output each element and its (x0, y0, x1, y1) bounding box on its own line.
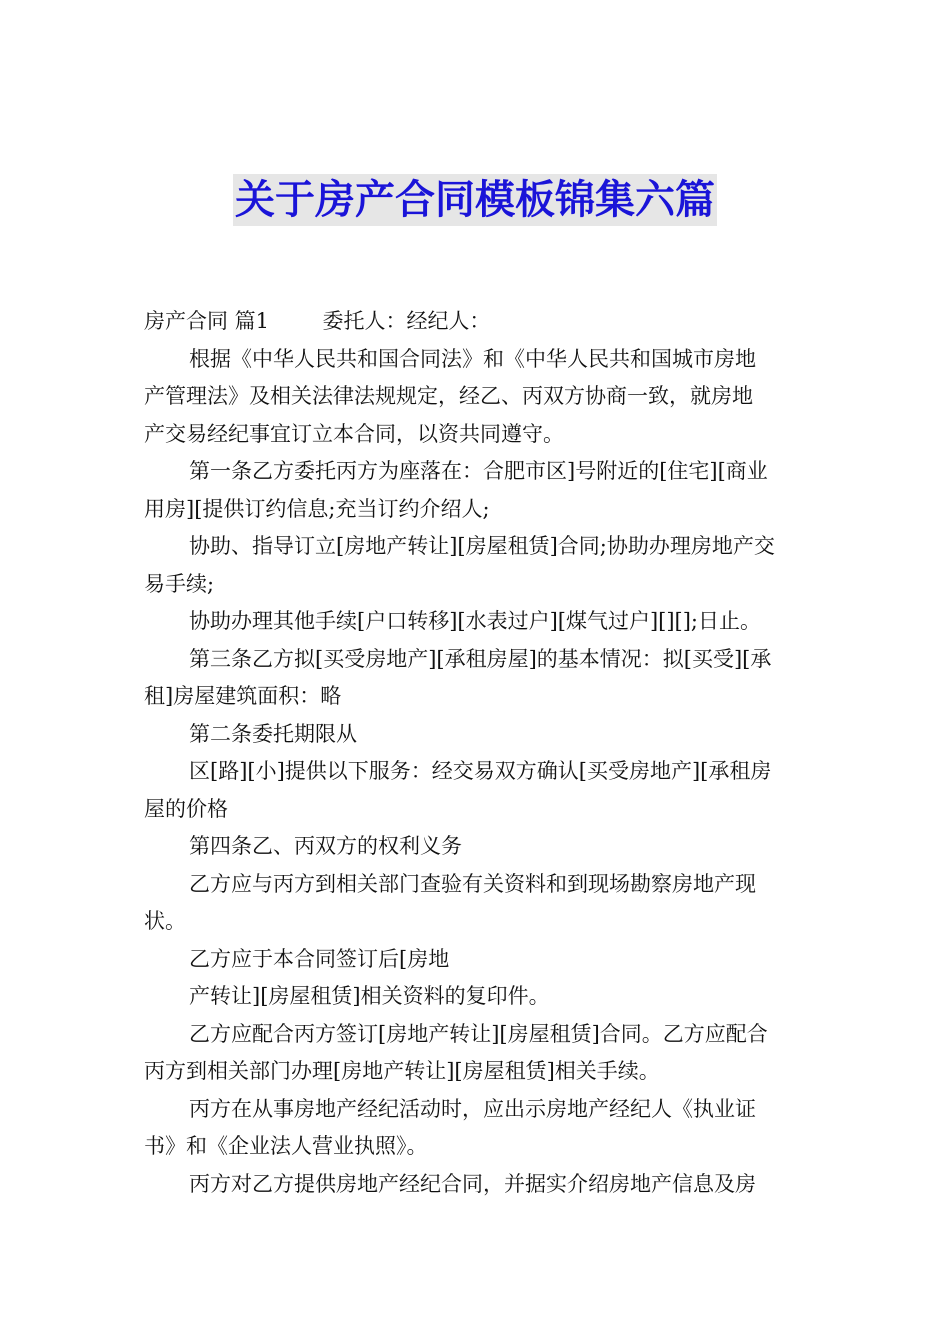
body-line: 屋的价格 (144, 796, 228, 821)
body-line: 产管理法》及相关法律法规规定，经乙、丙双方协商一致，就房地 (144, 384, 753, 408)
body-line: 易手续; (144, 571, 215, 596)
body-line: 状。 (144, 909, 186, 933)
body-line: 丙方在从事房地产经纪活动时，应出示房地产经纪人《执业证 (189, 1096, 756, 1121)
body-line: 产交易经纪事宜订立本合同，以资共同遵守。 (144, 421, 564, 446)
body-line: 第四条乙、丙双方的权利义务 (189, 834, 462, 858)
body-line: 用房][提供订约信息;充当订约介绍人; (144, 496, 490, 521)
body-line: 乙方应与丙方到相关部门查验有关资料和到现场勘察房地产现 (189, 871, 756, 896)
body-line: 根据《中华人民共和国合同法》和《中华人民共和国城市房地 (189, 346, 756, 371)
document-title: 关于房产合同模板锦集六篇 (233, 174, 717, 226)
body-line: 书》和《企业法人营业执照》。 (144, 1134, 428, 1158)
body-line: 第三条乙方拟[买受房地产][承租房屋]的基本情况：拟[买受][承 (189, 646, 772, 671)
title-container (0, 174, 950, 226)
body-line: 乙方应于本合同签订后[房地 (189, 946, 450, 971)
body-line: 租]房屋建筑面积：略 (144, 684, 342, 708)
body-line: 丙方到相关部门办理[房地产转让][房屋租赁]相关手续。 (144, 1059, 660, 1083)
body-line: 产转让][房屋租赁]相关资料的复印件。 (189, 984, 550, 1008)
body-line: 区[路][小]提供以下服务：经交易双方确认[买受房地产][承租房 (189, 759, 772, 783)
body-line: 房产合同 篇1 委托人：经纪人： (144, 309, 491, 333)
body-line: 乙方应配合丙方签订[房地产转让][房屋租赁]合同。乙方应配合 (189, 1021, 768, 1046)
body-line: 第二条委托期限从 (189, 721, 357, 746)
body-line: 丙方对乙方提供房地产经纪合同，并据实介绍房地产信息及房 (189, 1171, 756, 1196)
document-body (144, 303, 808, 1203)
body-line: 协助办理其他手续[户口转移][水表过户][煤气过户][][];日止。 (189, 609, 762, 633)
body-line: 协助、指导订立[房地产转让][房屋租赁]合同;协助办理房地产交 (189, 534, 775, 558)
body-line: 第一条乙方委托丙方为座落在：合肥市区]号附近的[住宅][商业 (189, 459, 768, 483)
